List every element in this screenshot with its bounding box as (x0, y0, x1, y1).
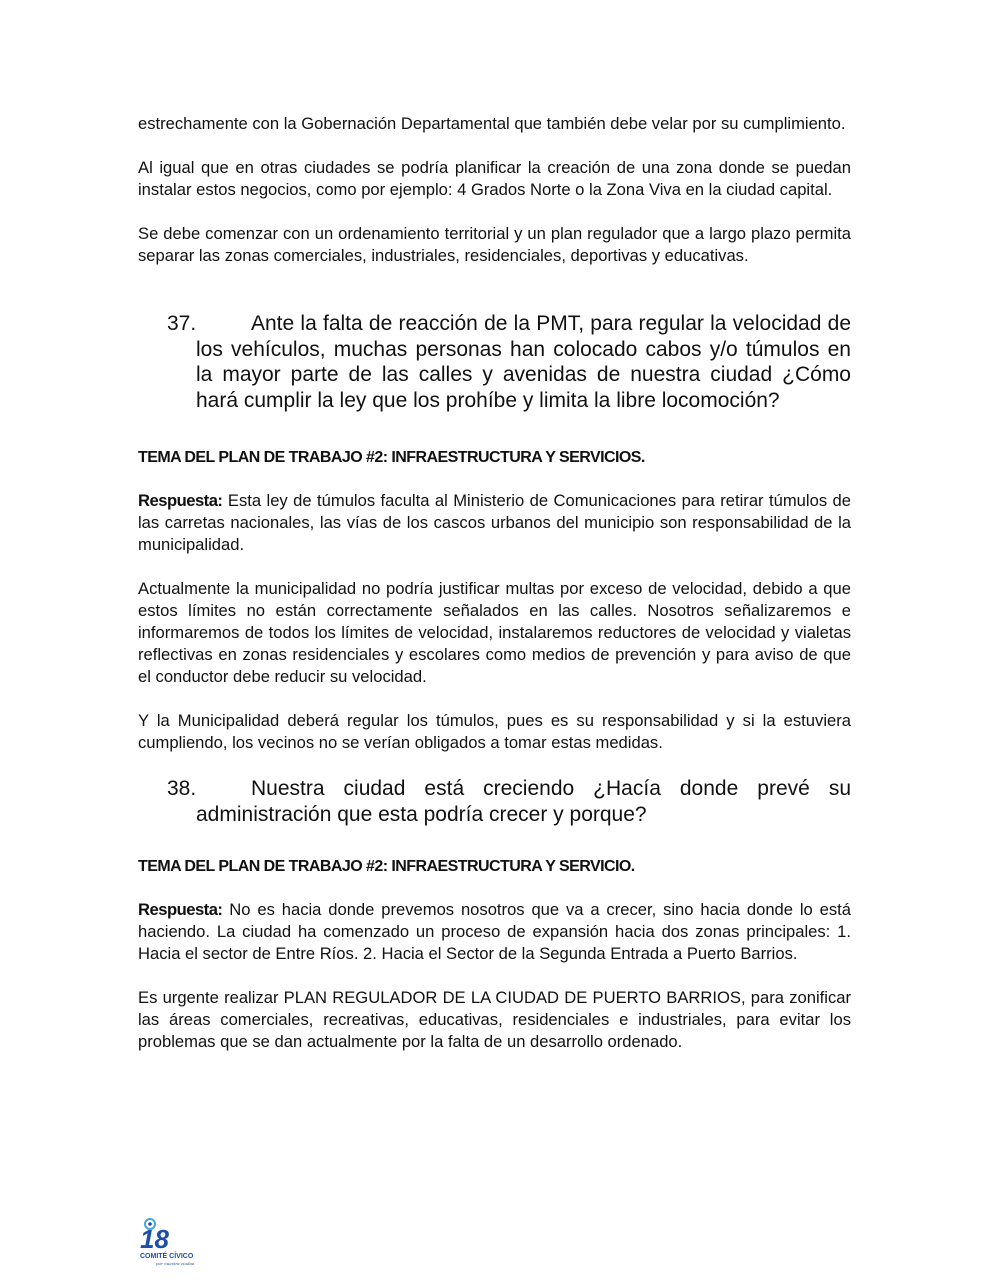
question-37-number: 37. (167, 312, 197, 335)
paragraph-3: Se debe comenzar con un ordenamiento territorial y un plan regulador que a largo plazo permita separar las zonas comerciales, industriales, residenciales, deportivas y educativas. (138, 224, 851, 265)
question-37 (138, 311, 851, 413)
tema-heading-37: TEMA DEL PLAN DE TRABAJO #2: INFRAESTRUCTURA Y SERVICIOS. (138, 449, 645, 466)
logo-tagline: por nuestra ciudad (156, 1261, 194, 1266)
respuesta-38-text: No es hacia donde prevemos nosotros que va a crecer, sino hacia donde lo está haciendo. La ciudad ha comenzado un proceso de expansión hacia dos zonas principales: 1. Hacia el sector de Entre Ríos. 2. Hacia el Sector de la Segunda Entrada a Puerto Barrios. (138, 900, 851, 963)
question-38-text: Nuestra ciudad está creciendo ¿Hacía donde prevé su administración que esta podría crecer y porque? (196, 777, 851, 826)
question-38-number: 38. (167, 777, 197, 800)
tema-heading-38: TEMA DEL PLAN DE TRABAJO #2: INFRAESTRUCTURA Y SERVICIO. (138, 858, 635, 875)
logo-mark-icon (138, 1218, 194, 1268)
logo-caption: COMITÉ CÍVICO (140, 1253, 194, 1260)
respuesta-37 (138, 490, 851, 556)
respuesta-37-paragraph-2: Actualmente la municipalidad no podría justificar multas por exceso de velocidad, debido a que estos límites no están correctamente señalados en las calles. Nosotros señalizaremos e informaremos de todos los límites de velocidad, instalaremos reductores de velocidad y vialetas reflectivas en zonas residenciales y escolares como medios de prevención y para aviso de que el conductor debe reducir su velocidad. (138, 579, 851, 686)
respuesta-37-paragraph-3: Y la Municipalidad deberá regular los túmulos, pues es su responsabilidad y si la estuviera cumpliendo, los vecinos no se verían obligados a tomar estas medidas. (138, 711, 851, 752)
respuesta-label: Respuesta: (138, 491, 223, 510)
respuesta-label: Respuesta: (138, 900, 223, 919)
respuesta-37-text: Esta ley de túmulos faculta al Ministerio de Comunicaciones para retirar túmulos de las carretas nacionales, las vías de los cascos urbanos del municipio son responsabilidad de la municipalidad. (138, 491, 851, 554)
respuesta-38-paragraph-2: Es urgente realizar PLAN REGULADOR DE LA CIUDAD DE PUERTO BARRIOS, para zonificar las áreas comerciales, recreativas, educativas, residenciales e industriales, para evitar los problemas que se dan actualmente por la falta de un desarrollo ordenado. (138, 988, 851, 1051)
paragraph-2: Al igual que en otras ciudades se podría planificar la creación de una zona donde se puedan instalar estos negocios, como por ejemplo: 4 Grados Norte o la Zona Viva en la ciudad capital. (138, 158, 851, 199)
comite-civico-logo (138, 1218, 194, 1268)
respuesta-38 (138, 899, 851, 965)
question-37-text: Ante la falta de reacción de la PMT, para regular la velocidad de los vehículos, muchas personas han colocado cabos y/o túmulos en la mayor parte de las calles y avenidas de nuestra ciudad ¿Cómo hará cumplir la ley que los prohíbe y limita la libre locomoción? (196, 312, 851, 412)
question-38 (138, 776, 851, 827)
document-page (138, 113, 851, 1053)
paragraph-1: estrechamente con la Gobernación Departamental que también debe velar por su cumplimiento. (138, 114, 846, 133)
logo-number: 18 (140, 1224, 169, 1254)
